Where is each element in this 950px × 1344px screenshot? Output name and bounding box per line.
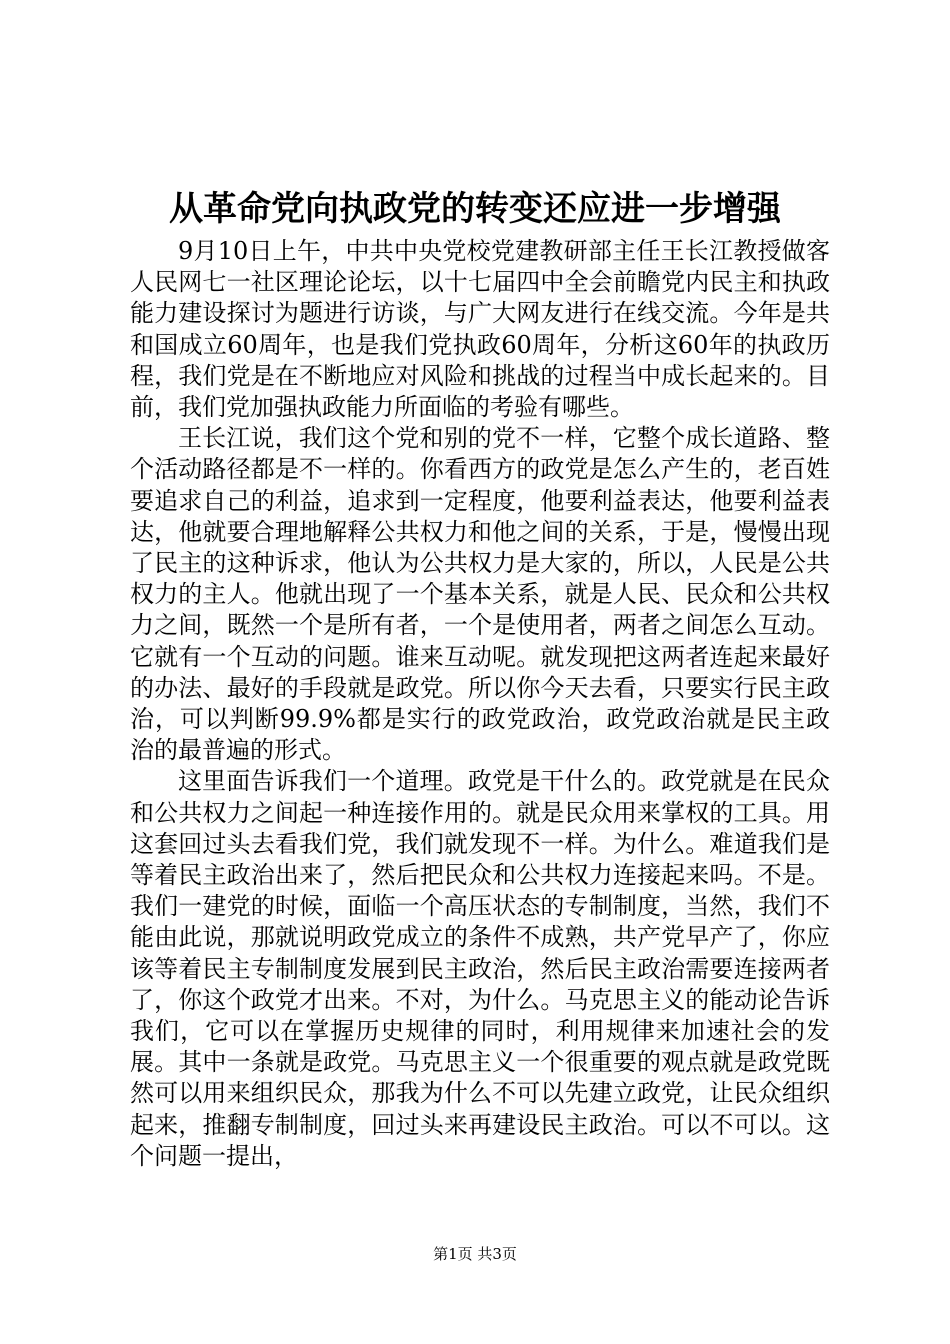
page-footer: 第1页 共3页	[433, 1245, 517, 1263]
paragraph: 9月10日上午，中共中央党校党建教研部主任王长江教授做客人民网七一社区理论论坛，以十七届四中全会前瞻党内民主和执政能力建设探讨为题进行访谈，与广大网友进行在线交流。今年是共和国成立60周年，也是我们党执政60周年，分析这60年的执政历程，我们党是在不断地应对风险和挑战的过程当中成长起来的。目前，我们党加强执政能力所面临的考验有哪些。	[130, 237, 830, 422]
paragraph: 这里面告诉我们一个道理。政党是干什么的。政党就是在民众和公共权力之间起一种连接作用的。就是民众用来掌权的工具。用这套回过头去看我们党，我们就发现不一样。为什么。难道我们是等着民主政治出来了，然后把民众和公共权力连接起来吗。不是。我们一建党的时候，面临一个高压状态的专制制度，当然，我们不能由此说，那就说明政党成立的条件不成熟，共产党早产了，你应该等着民主专制制度发展到民主政治，然后民主政治需要连接两者了，你这个政党才出来。不对，为什么。马克思主义的能动论告诉我们，它可以在掌握历史规律的同时，利用规律来加速社会的发展。其中一条就是政党。马克思主义一个很重要的观点就是政党既然可以用来组织民众，那我为什么不可以先建立政党，让民众组织起来，推翻专制制度，回过头来再建设民主政治。可以不可以。这个问题一提出，	[130, 767, 830, 1170]
document-body	[130, 236, 830, 1172]
paragraph: 王长江说，我们这个党和别的党不一样，它整个成长道路、整个活动路径都是不一样的。你看西方的政党是怎么产生的，老百姓要追求自己的利益，追求到一定程度，他要利益表达，他要利益表达，他就要合理地解释公共权力和他之间的关系，于是，慢慢出现了民主的这种诉求，他认为公共权力是大家的，所以，人民是公共权力的主人。他就出现了一个基本关系，就是人民、民众和公共权力之间，既然一个是所有者，一个是使用者，两者之间怎么互动。它就有一个互动的问题。谁来互动呢。就发现把这两者连起来最好的办法、最好的手段就是政党。所以你今天去看，只要实行民主政治，可以判断99.9%都是实行的政党政治，政党政治就是民主政治的最普遍的形式。	[130, 424, 830, 765]
document-title: 从革命党向执政党的转变还应进一步增强	[169, 189, 781, 229]
